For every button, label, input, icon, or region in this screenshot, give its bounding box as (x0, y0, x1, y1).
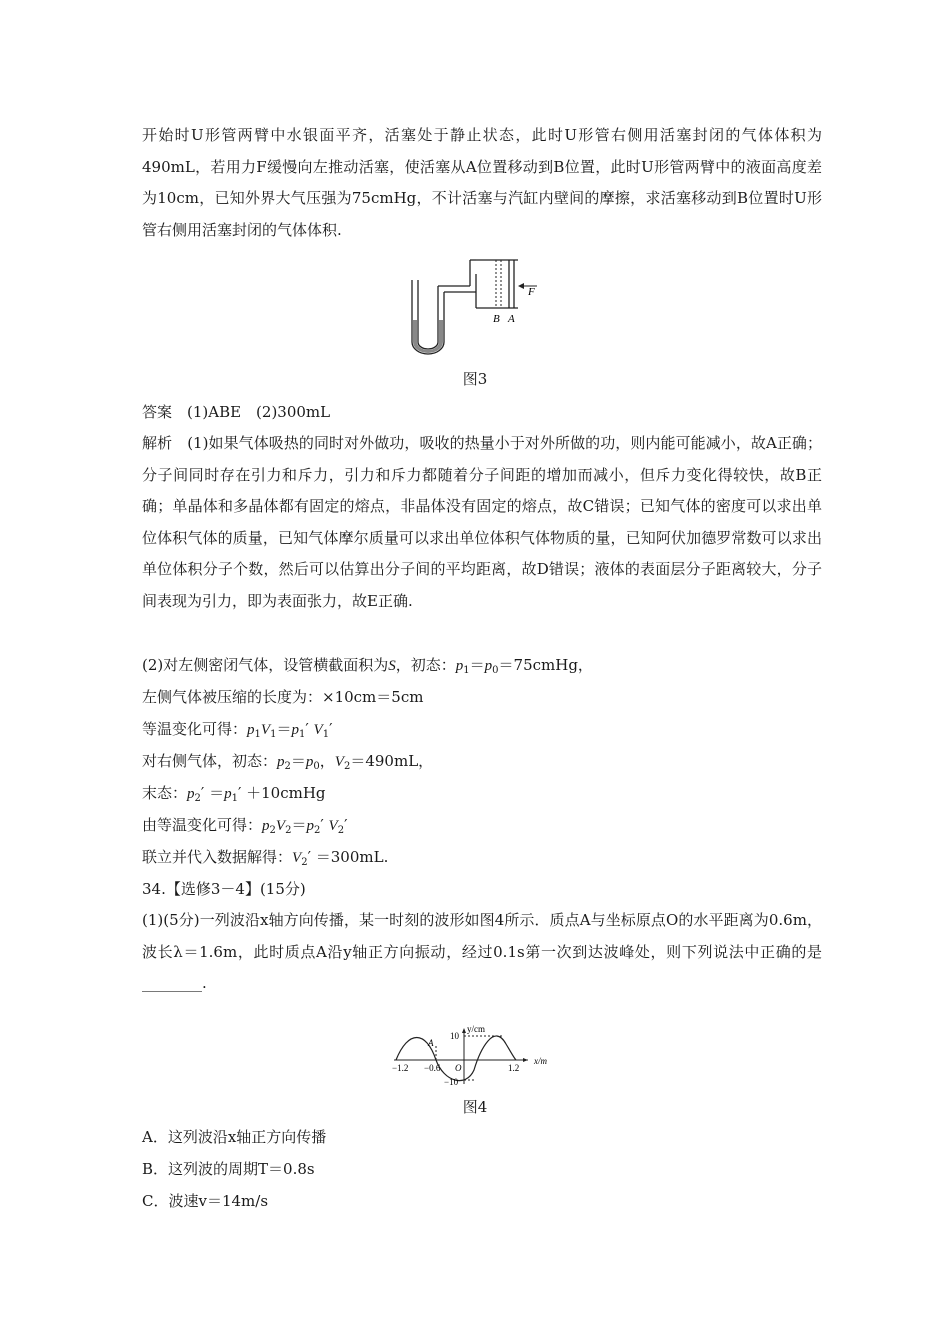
tick-10: 10 (450, 1031, 459, 1041)
tick-neg06: −0.6 (424, 1063, 441, 1073)
x-label: x/m (534, 1056, 547, 1066)
tick-neg12: −1.2 (392, 1063, 409, 1073)
piston-b (496, 260, 501, 308)
q34-title: 34.【选修3－4】(15分) (142, 880, 306, 898)
label-F: F (528, 286, 535, 298)
figure-4-wave-graph (388, 1024, 568, 1086)
tick-12: 1.2 (508, 1063, 520, 1073)
answer-line: 答案 (1)ABE (2)300mL (142, 403, 331, 421)
analysis-line3: 等温变化可得：$p_1V_1=p_1'$ $V_1'$ (142, 720, 333, 740)
problem-intro: 开始时U形管两臂中水银面平齐，活塞处于静止状态，此时U形管右侧用活塞封闭的气体体积为490mL，若用力F缓慢向左推动活塞，使活塞从A位置移动到B位置，此时U形管两臂中的液面高度差为10cm，已知外界大气压强为75cmHg，不计活塞与汽缸内壁间的摩擦，求活塞移动到B位置时U形管右侧用活塞封闭的气体体积. (142, 126, 822, 239)
label-A: A (508, 313, 515, 325)
piston-a (509, 260, 514, 308)
option-c: C．波速v＝14m/s (142, 1192, 269, 1210)
analysis-line7: 联立并代入数据解得：$V_2' =300mL$. (142, 848, 389, 868)
u-tube (412, 260, 476, 354)
tick-neg10: −10 (444, 1077, 459, 1086)
analysis-line6: 由等温变化可得：$p_2V_2=p_2'$ $V_2'$ (142, 816, 348, 836)
q34-stem: (1)(5分)一列波沿x轴方向传播，某一时刻的波形如图4所示．质点A与坐标原点O的水平距离为0.6m，波长λ＝1.6m，此时质点A沿y轴正方向振动，经过0.1s第一次到达波峰处，则下列说法中正确的是________. (142, 911, 822, 992)
figure-4-caption: 图4 (462, 1098, 488, 1116)
figure-3-apparatus (400, 250, 560, 362)
wave-curve (396, 1036, 516, 1081)
label-B: B (493, 313, 500, 325)
figure-3-caption: 图3 (462, 370, 488, 388)
origin-label: O (455, 1063, 462, 1073)
point-a-label: A (428, 1038, 434, 1048)
analysis-line4: 对右侧气体，初态：$p_2=p_0$，$V_2=490mL$， (142, 752, 434, 772)
analysis-line1: (2)对左侧密闭气体，设管横截面积为S，初态：$p_1=p_0=75cmHg$， (142, 656, 593, 676)
option-b: B．这列波的周期T＝0.8s (142, 1160, 315, 1178)
analysis-part1: 解析 (1)如果气体吸热的同时对外做功，吸收的热量小于对外所做的功，则内能可能减小，故A正确；分子间同时存在引力和斥力，引力和斥力都随着分子间距的增加而减小，但斥力变化得较快，故B正确；单晶体和多晶体都有固定的熔点，非晶体没有固定的熔点，故C错误；已知气体的密度可以求出单位体积气体的质量，已知气体摩尔质量可以求出单位体积气体物质的量，已知阿伏加德罗常数可以求出单位体积分子个数，然后可以估算出分子间的平均距离，故D错误；液体的表面层分子距离较大，分子间表现为引力，即为表面张力，故E正确. (142, 434, 822, 610)
cylinder (476, 260, 518, 308)
option-a: A．这列波沿x轴正方向传播 (142, 1128, 327, 1146)
analysis-line2: 左侧气体被压缩的长度为：×10cm＝5cm (142, 688, 424, 706)
analysis-line5: 末态：$p_2' =p_1'$ ＋10cmHg (142, 784, 326, 804)
y-label: y/cm (467, 1024, 485, 1034)
